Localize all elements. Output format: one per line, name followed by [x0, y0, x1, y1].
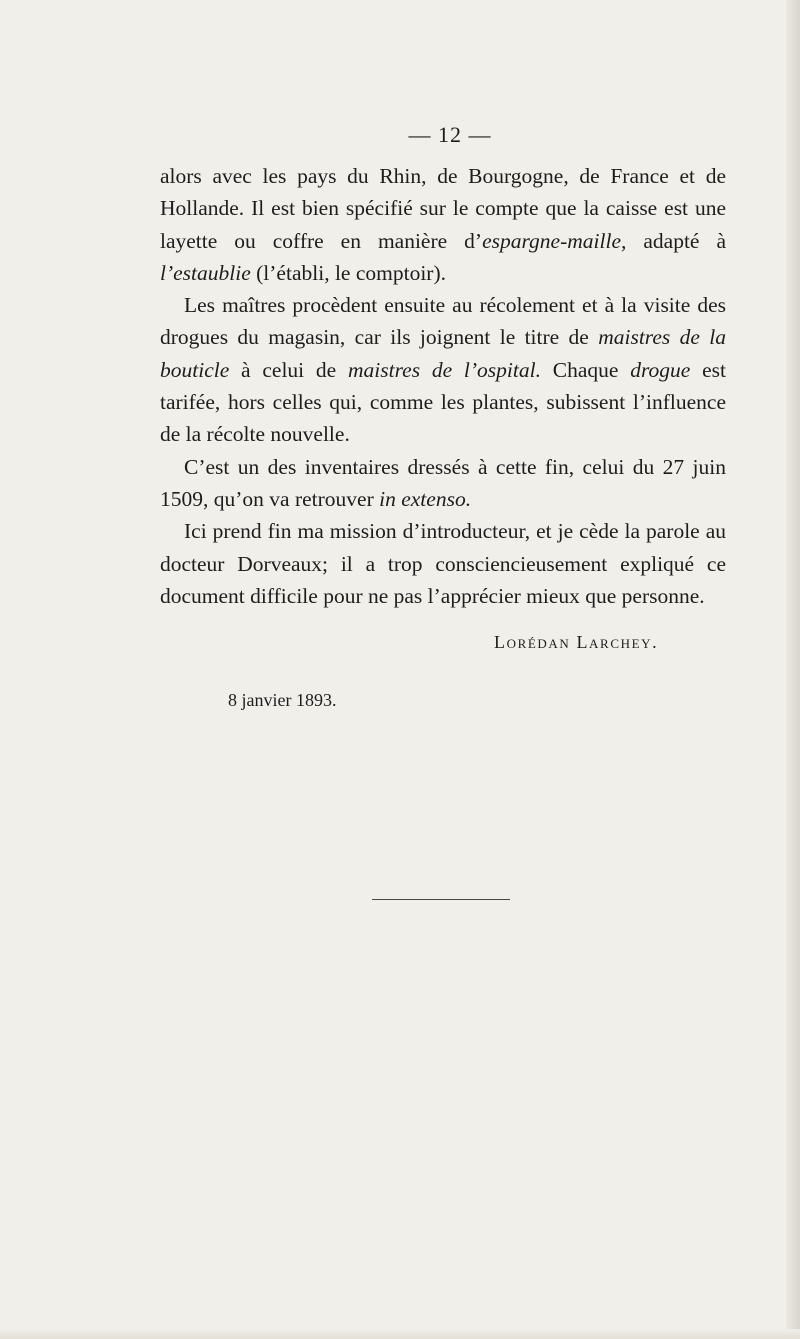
- text-run: (l’établi, le comptoir).: [250, 260, 446, 285]
- page-bottom-edge: [0, 1329, 800, 1339]
- body-text: [160, 160, 726, 612]
- text-run: alors avec les pays du Rhin, de Bourgogne, de France et de Hollande. Il est bien spécifié sur le compte que la caisse est une layette ou coffre en manière d’: [160, 164, 726, 253]
- text-run: C’est un des inventaires dressés à cette fin, celui du 27 juin 1509, qu’on va retrouver: [160, 454, 726, 511]
- paragraph: [160, 160, 726, 289]
- end-rule: [372, 899, 510, 900]
- text-run: Les maîtres procèdent ensuite au récolement et à la visite des drogues du magasin, car ils joignent le titre de: [160, 293, 726, 350]
- italic-text: in extenso.: [379, 486, 472, 511]
- paragraph: [160, 451, 726, 516]
- author-signature: Lorédan Larchey.: [494, 632, 659, 652]
- italic-text: espargne-maille,: [482, 228, 627, 253]
- italic-text: maistres de la bouticle: [160, 325, 727, 382]
- italic-text: maistres de l’ospital.: [348, 357, 541, 382]
- text-run: Chaque: [540, 357, 631, 382]
- page-number: — 12 —: [408, 122, 492, 147]
- text-run: adapté à: [626, 228, 726, 253]
- date-line: 8 janvier 1893.: [228, 690, 337, 710]
- italic-text: drogue: [630, 357, 691, 382]
- text-run: est tarifée, hors celles qui, comme les plantes, subissent l’influence de la récolte nouvelle.: [160, 357, 726, 447]
- text-run: à celui de: [229, 357, 348, 382]
- text-run: Ici prend fin ma mission d’introducteur, et je cède la parole au docteur Dorveaux; il a trop consciencieusement expliqué ce document difficile pour ne pas l’apprécier mieux que personne.: [160, 519, 726, 608]
- paragraph: [160, 289, 726, 450]
- page-edge: [786, 0, 800, 1339]
- italic-text: l’estaublie: [160, 260, 251, 285]
- paragraph: [160, 515, 726, 612]
